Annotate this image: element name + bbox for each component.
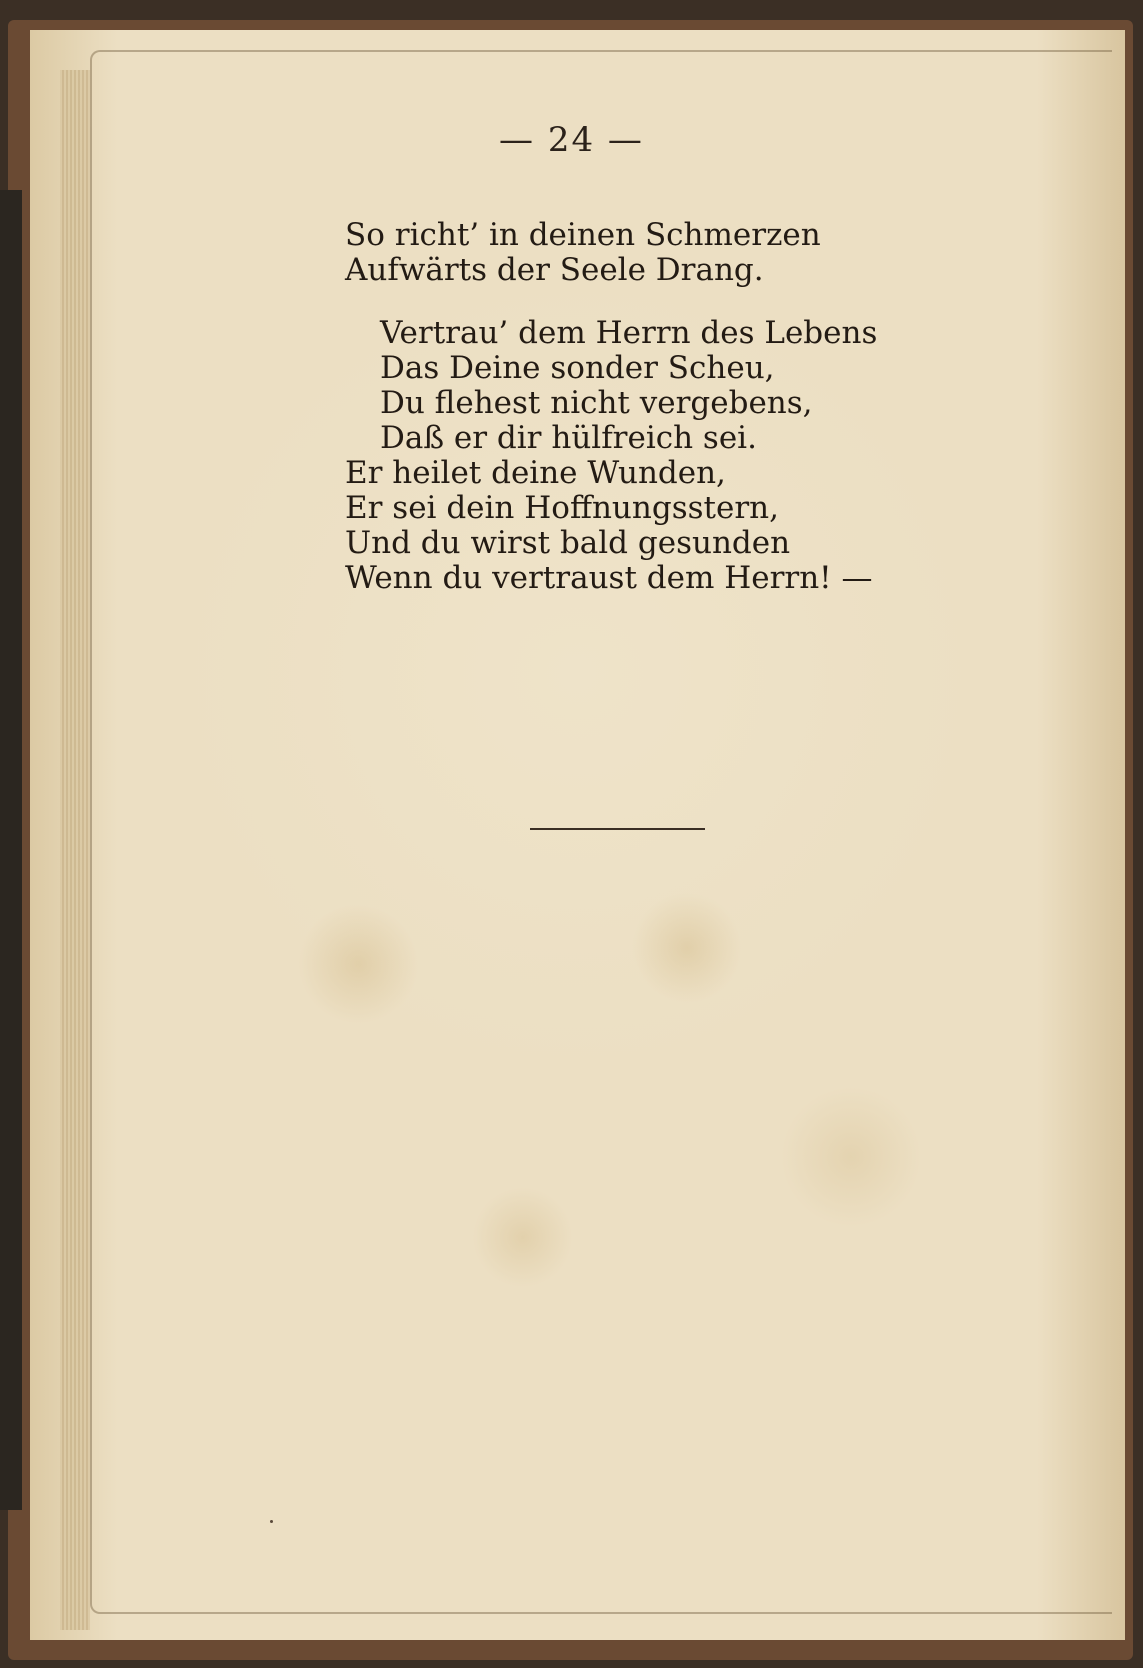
poem-line: Er sei dein Hoffnungsstern, — [345, 490, 779, 526]
poem — [345, 218, 877, 596]
paper-speck — [270, 1520, 273, 1523]
poem-line: Das Deine sonder Scheu, — [380, 350, 775, 386]
poem-line: Du flehest nicht vergebens, — [380, 385, 813, 421]
poem-line: Vertrau’ dem Herrn des Lebens — [380, 315, 878, 351]
poem-line: Und du wirst bald gesunden — [345, 525, 791, 561]
poem-line: Er heilet deine Wunden, — [345, 455, 726, 491]
poem-line: So richt’ in deinen Schmerzen — [345, 217, 821, 253]
poem-line: Wenn du vertraust dem Herrn! — — [345, 560, 873, 596]
page-number: — 24 — — [499, 120, 644, 160]
poem-line: Aufwärts der Seele Drang. — [345, 252, 764, 288]
stanza-gap — [345, 288, 877, 316]
poem-line: Daß er dir hülfreich sei. — [380, 420, 757, 456]
page-edges — [60, 70, 90, 1630]
book-spine — [0, 190, 22, 1510]
section-divider — [530, 828, 705, 830]
